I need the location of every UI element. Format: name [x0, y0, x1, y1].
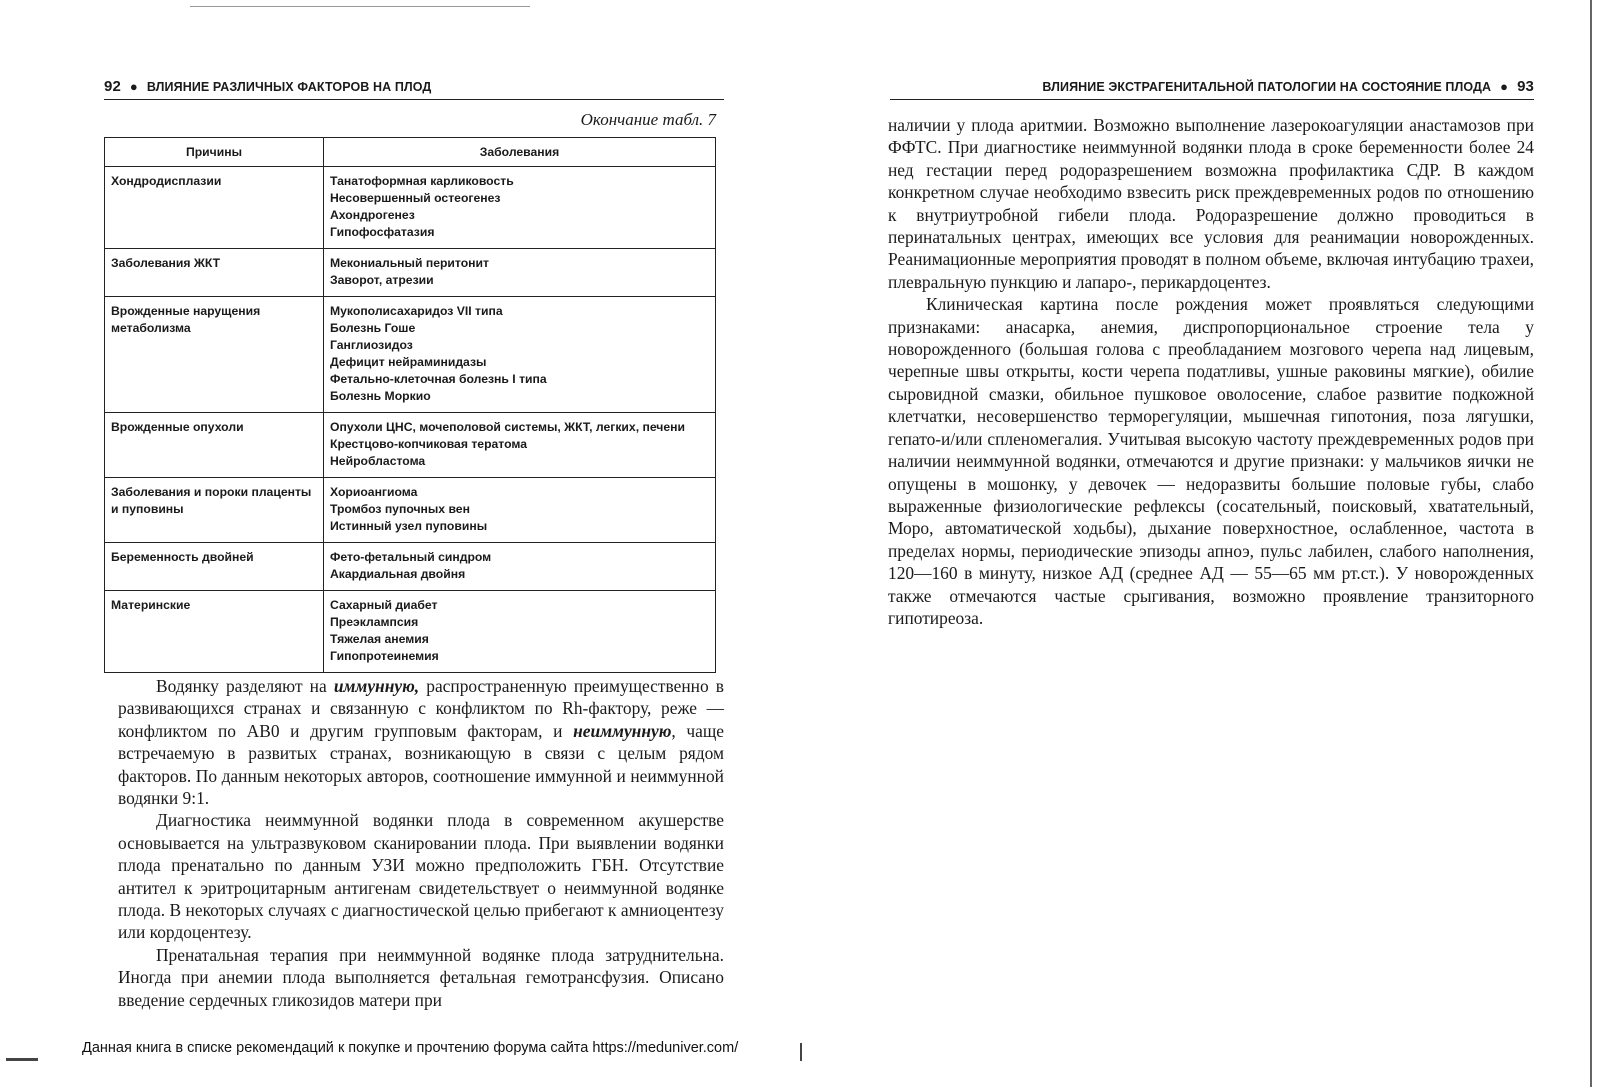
p1-text-b: распространенную преимущественно в развивающихся странах и связанную с конфликтом по Rh-фактору, реже — конфликтом по АВ0 и другим групповым факторам, и — [118, 676, 724, 741]
bullet-icon: ● — [129, 79, 138, 94]
right-running-title: ВЛИЯНИЕ ЭКСТРАГЕНИТАЛЬНОЙ ПАТОЛОГИИ НА СОСТОЯНИЕ ПЛОДА — [1042, 80, 1492, 94]
term-immune: иммунную, — [333, 676, 420, 696]
disease-item: Мукополисахаридоз VII типа — [330, 304, 503, 318]
disease-item: Гипопротеинемия — [330, 649, 439, 663]
cause-cell: Заболевания и пороки плаценты и пуповины — [105, 478, 324, 543]
cause-cell: Врожденные нарущения метаболизма — [105, 297, 324, 413]
left-header-rule — [104, 99, 724, 100]
diseases-cell — [324, 478, 716, 543]
cause-cell: Материнские — [105, 591, 324, 673]
disease-item: Мекониальный перитонит — [330, 256, 489, 270]
table-caption: Окончание табл. 7 — [580, 110, 716, 129]
disease-item: Болезнь Моркио — [330, 389, 431, 403]
left-page-number: 92 — [104, 78, 121, 95]
disease-item: Болезнь Гоше — [330, 321, 416, 335]
disease-item: Опухоли ЦНС, мочеполовой системы, ЖКТ, легких, печени — [330, 420, 686, 434]
table-row — [105, 478, 716, 543]
table-row — [105, 297, 716, 413]
left-running-title: ВЛИЯНИЕ РАЗЛИЧНЫХ ФАКТОРОВ НА ПЛОД — [146, 80, 432, 94]
disease-item: Ахондрогенез — [330, 208, 415, 222]
table-header-row — [105, 138, 716, 167]
cause-cell: Хондродисплазии — [105, 167, 324, 249]
scan-artifact-bottom-left — [6, 1058, 38, 1061]
right-page-number: 93 — [1517, 78, 1534, 95]
diseases-cell — [324, 249, 716, 297]
right-paragraph-2: Клиническая картина после рождения может проявляться следующими признаками: анасарка, анемия, диспропорциональное строение тела у новорожденного (большая голова с преобладанием мозгового черепа над лицевым, черепные швы открыты, кости черепа податливы, ушные раковины мягкие), обилие сыровидной смазки, обильное пушковое оволосение, слабое развитие подкожной клетчатки, несовершенство терморегуляции, мышечная гипотония, поза лягушки, гепато-и/или спленомегалия. Учитывая высокую частоту преждевременных родов при наличии неиммунной водянки, отмечаются и другие признаки: у мальчиков яички не опущены в мошонку, у девочек — недоразвиты большие половые губы, слабо выраженные физиологические рефлексы (сосательный, поисковый, хватательный, Моро, автоматической ходьбы), дыхание поверхностное, ослабленное, частота в пределах нормы, периодические эпизоды апноэ, пульс лабилен, слабого наполнения, 120—160 в минуту, низкое АД (среднее АД — 55—65 мм рт.ст.). У новорожденных также отмечаются частые срыгивания, возможно проявление транзиторного гипотиреоза. — [888, 294, 1534, 628]
disease-item: Несовершенный остеогенез — [330, 191, 501, 205]
left-paragraph-1 — [118, 675, 724, 809]
p1-text-c: , чаще встречаемую в развитых странах, возникающую в связи с целым рядом факторов. По данным некоторых авторов, соотношение иммунной и неиммунной водянки 9:1. — [118, 720, 725, 809]
diseases-cell — [324, 413, 716, 478]
disease-item: Преэклампсия — [330, 615, 419, 629]
diseases-cell — [324, 167, 716, 249]
right-body-text — [888, 114, 1534, 629]
right-running-head — [1042, 78, 1534, 95]
diseases-cell — [324, 297, 716, 413]
causes-table — [104, 137, 716, 673]
disease-item: Хориоангиома — [330, 485, 418, 499]
disease-item: Истинный узел пуповины — [330, 519, 488, 533]
left-paragraph-3: Пренатальная терапия при неиммунной водянке плода затруднительна. Иногда при анемии плода выполняется фетальная гемотрансфузия. Описано введение сердечных гликозидов матери при — [118, 944, 724, 1010]
header-causes: Причины — [105, 138, 324, 167]
disease-item: Тромбоз пупочных вен — [330, 502, 470, 516]
right-paragraph-1: наличии у плода аритмии. Возможно выполнение лазерокоагуляции анастамозов при ФФТС. При диагностике неиммунной водянки плода в сроке беременности более 24 нед гестации перед родоразрешением возможна профилактика СДР. В каждом конкретном случае необходимо взвесить риск преждевременных родов по отношению к внутриутробной гибели плода. Родоразрешение должно проводиться в перинатальных центрах, имеющих все условия для реанимации новорожденных. Реанимационные мероприятия проводят в полном объеме, включая интубацию трахеи, плевральную пункцию и лапаро-, перикардоцентез. — [888, 115, 1534, 292]
disease-item: Гипофосфатазия — [330, 225, 435, 239]
left-running-head — [104, 78, 431, 95]
disease-item: Нейробластома — [330, 454, 426, 468]
disease-item: Фето-фетальный синдром — [330, 550, 492, 564]
table-row — [105, 543, 716, 591]
diseases-cell — [324, 591, 716, 673]
table-row — [105, 249, 716, 297]
disease-item: Заворот, атрезии — [330, 273, 434, 287]
disease-item: Тяжелая анемия — [330, 632, 429, 646]
cause-cell: Заболевания ЖКТ — [105, 249, 324, 297]
disease-item: Сахарный диабет — [330, 598, 438, 612]
cause-cell: Беременность двойней — [105, 543, 324, 591]
disease-item: Дефицит нейраминидазы — [330, 355, 487, 369]
scan-artifact-right-edge — [1590, 0, 1592, 1087]
diseases-cell — [324, 543, 716, 591]
footer-note: Данная книга в списке рекомендаций к покупке и прочтению форума сайта https://meduniver.com/ — [82, 1040, 739, 1056]
scan-artifact-top — [190, 6, 530, 7]
term-nonimmune: неиммунную — [573, 720, 672, 741]
disease-item: Фетально-клеточная болезнь I типа — [330, 372, 547, 386]
table-body — [105, 167, 716, 673]
disease-item: Крестцово-копчиковая тератома — [330, 437, 528, 451]
left-body-text — [118, 675, 724, 1011]
disease-item: Ганглиозидоз — [330, 338, 413, 352]
right-header-rule — [890, 99, 1534, 100]
bullet-icon: ● — [1500, 79, 1509, 94]
scan-artifact-gutter — [800, 1043, 802, 1061]
disease-item: Акардиальная двойня — [330, 567, 466, 581]
cause-cell: Врожденные опухоли — [105, 413, 324, 478]
header-diseases: Заболевания — [324, 138, 716, 167]
left-paragraph-2: Диагностика неиммунной водянки плода в современном акушерстве основывается на ультразвуковом сканировании плода. При выявлении водянки плода пренатально по данным УЗИ можно предположить ГБН. Отсутствие антител к эритроцитарным антигенам свидетельствует о неиммунной водянке плода. В некоторых случаях с диагностической целью прибегают к амниоцентезу или кордоцентезу. — [118, 810, 724, 943]
table-row — [105, 413, 716, 478]
table-row — [105, 167, 716, 249]
disease-item: Танатоформная карликовость — [330, 174, 514, 188]
table-row — [105, 591, 716, 673]
p1-text-a: Водянку разделяют на — [156, 676, 334, 696]
